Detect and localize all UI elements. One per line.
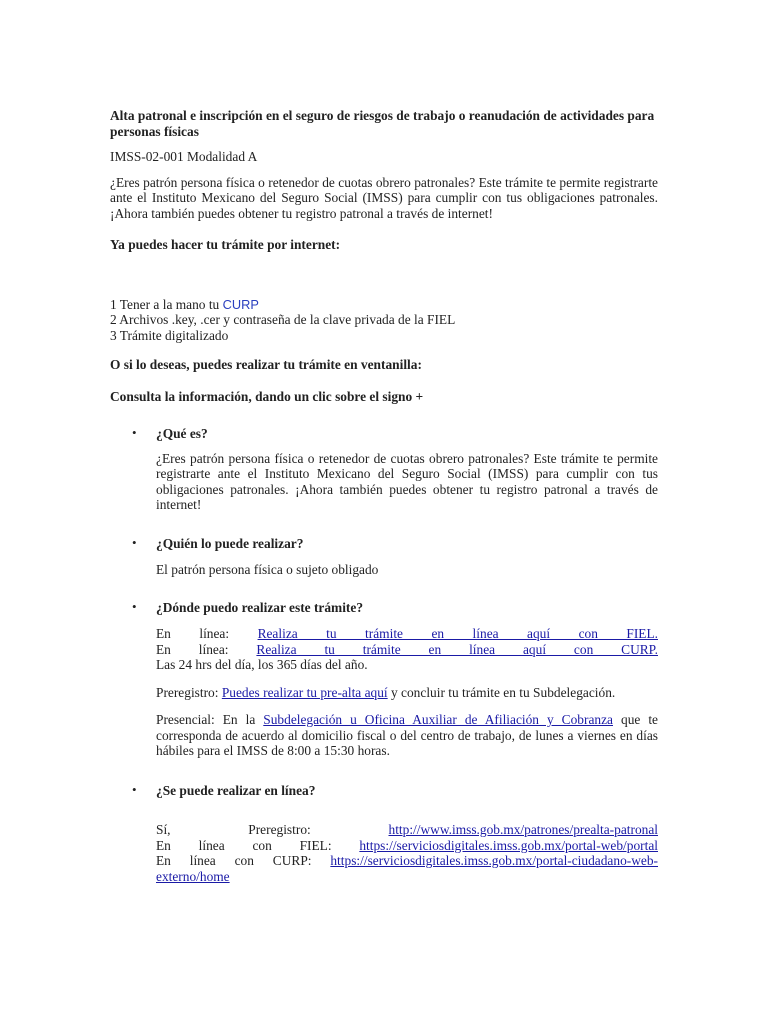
requirement-item-1: 1 Tener a la mano tu CURP — [110, 296, 259, 312]
section-title[interactable]: ¿Dónde puedo realizar este trámite? — [156, 599, 364, 615]
fiel-url-link[interactable]: https://serviciosdigitales.imss.gob.mx/portal-web/portal — [359, 837, 658, 853]
online-fiel-line: En línea: Realiza tu trámite en línea aquí con FIEL. — [156, 626, 658, 641]
requirement-item-3: 3 Trámite digitalizado — [110, 327, 229, 343]
section-title[interactable]: ¿Quién lo puede realizar? — [156, 535, 304, 551]
requirement-item-2: 2 Archivos .key, .cer y contraseña de la clave privada de la FIEL — [110, 312, 456, 327]
section-body: El patrón persona física o sujeto obligado — [156, 562, 379, 577]
prealta-url-line: Sí, Preregistro: http://www.imss.gob.mx/patrones/prealta-patronal — [156, 822, 658, 837]
window-heading: O si lo deseas, puedes realizar tu trámite en ventanilla: — [110, 357, 422, 372]
fiel-link[interactable]: Realiza tu trámite en línea aquí con FIEL. — [257, 626, 658, 641]
section-en-linea[interactable] — [110, 783, 658, 799]
curp-url-line: En línea con CURP: https://serviciosdigitales.imss.gob.mx/portal-ciudadano-web-externo/home — [156, 853, 658, 884]
curp-url-link[interactable]: https://serviciosdigitales.imss.gob.mx/portal-ciudadano-web-externo/home — [156, 853, 658, 884]
bullet-icon: • — [132, 534, 137, 550]
section-donde[interactable] — [110, 600, 658, 616]
procedure-code: IMSS-02-001 Modalidad A — [110, 149, 258, 164]
section-title[interactable]: ¿Qué es? — [156, 426, 208, 441]
intro-paragraph: ¿Eres patrón persona física o retenedor de cuotas obrero patronales? Este trámite te permite registrarte ante el Instituto Mexicano del Seguro Social (IMSS) para cumplir con tus obligaciones patronales. ¡Ahora también puedes obtener tu registro patronal a través de internet! — [110, 174, 658, 221]
internet-heading: Ya puedes hacer tu trámite por internet: — [110, 237, 341, 252]
presencial-paragraph: Presencial: En la Subdelegación u Oficina Auxiliar de Afiliación y Cobranza que te corresponda de acuerdo al domicilio fiscal o del centro de trabajo, de lunes a viernes en días hábiles para el IMSS de 8:00 a 15:30 horas. — [156, 712, 658, 758]
bullet-icon: • — [132, 425, 137, 440]
hours-text: Las 24 hrs del día, los 365 días del año. — [156, 657, 368, 672]
bullet-icon: • — [132, 781, 137, 797]
subdelegacion-link[interactable]: Subdelegación u Oficina Auxiliar de Afiliación y Cobranza — [263, 712, 613, 727]
curp-online-link[interactable]: Realiza tu trámite en línea aquí con CURP. — [256, 641, 658, 657]
online-options — [110, 626, 658, 673]
consult-heading: Consulta la información, dando un clic sobre el signo + — [110, 388, 424, 404]
bullet-icon: • — [132, 598, 137, 614]
section-title[interactable]: ¿Se puede realizar en línea? — [156, 782, 316, 798]
prealta-link[interactable]: Puedes realizar tu pre-alta aquí — [221, 684, 388, 700]
section-que-es[interactable] — [110, 426, 658, 442]
online-links — [110, 822, 658, 884]
prealta-url-link[interactable]: http://www.imss.gob.mx/patrones/prealta-patronal — [388, 822, 658, 837]
fiel-url-line: En línea con FIEL: https://serviciosdigitales.imss.gob.mx/portal-web/portal — [156, 837, 658, 853]
requirements-list — [110, 297, 658, 344]
curp-link[interactable]: CURP — [222, 296, 259, 312]
document-content — [110, 108, 658, 884]
online-curp-line: En línea: Realiza tu trámite en línea aquí con CURP. — [156, 641, 658, 657]
section-quien[interactable] — [110, 536, 658, 552]
preregistro-line: Preregistro: Puedes realizar tu pre-alta aquí y concluir tu trámite en tu Subdelegación. — [156, 684, 616, 700]
section-body: ¿Eres patrón persona física o retenedor de cuotas obrero patronales? Este trámite te permite registrarte ante el Instituto Mexicano del Seguro Social (IMSS) para cumplir con tus obligaciones patronales. ¡Ahora también puedes obtener tu registro patronal a través de internet! — [156, 450, 658, 512]
page-title: Alta patronal e inscripción en el seguro de riesgos de trabajo o reanudación de actividades para personas físicas — [110, 108, 655, 139]
